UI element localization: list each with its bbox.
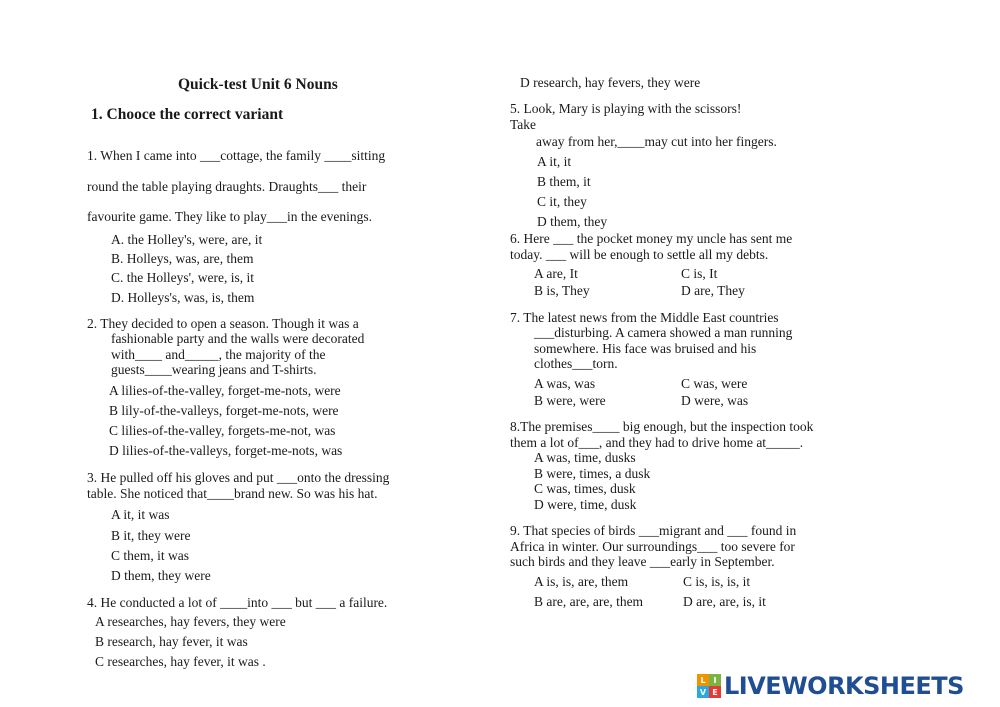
q6-text-line-2: today. ___ will be enough to settle all my debts.	[510, 247, 769, 262]
q2-option-b[interactable]: B lily-of-the-valleys, forget-me-nots, were	[109, 403, 339, 418]
q9-text-line-3: such birds and they leave ___early in September.	[510, 554, 775, 569]
q1-text-line-3: favourite game. They like to play___in the evenings.	[87, 209, 373, 224]
q4-option-c[interactable]: C researches, hay fever, it was .	[95, 654, 266, 669]
q5-option-c[interactable]: C it, they	[537, 194, 587, 209]
q7-option-b[interactable]: B were, were	[534, 393, 606, 408]
q6-option-b[interactable]: B is, They	[534, 283, 590, 298]
q9-text-line-1: 9. That species of birds ___migrant and ___ found in	[510, 523, 797, 538]
q4-option-a[interactable]: A researches, hay fevers, they were	[95, 614, 286, 629]
logo-block-l: L	[697, 674, 709, 686]
q3-text-line-2: table. She noticed that____brand new. So was his hat.	[87, 486, 378, 501]
q7-text-line-1: 7. The latest news from the Middle East countries	[510, 310, 779, 325]
q3-option-d[interactable]: D them, they were	[111, 568, 211, 583]
q9-option-b[interactable]: B are, are, are, them	[534, 594, 644, 609]
q1-text-line-2: round the table playing draughts. Draughts___ their	[87, 179, 367, 194]
q1-option-b[interactable]: B. Holleys, was, are, them	[111, 251, 254, 266]
q7-option-d[interactable]: D were, was	[681, 393, 749, 408]
q2-option-d[interactable]: D lilies-of-the-valleys, forget-me-nots, was	[109, 443, 343, 458]
q8-text-line-2: them a lot of___, and they had to drive home at_____.	[510, 435, 804, 450]
q1-option-a[interactable]: A. the Holley's, were, are, it	[111, 232, 263, 247]
logo-text: LIVEWORKSHEETS	[724, 672, 964, 700]
q6-text-line-1: 6. Here ___ the pocket money my uncle has sent me	[510, 231, 793, 246]
logo-block-i: I	[709, 674, 721, 686]
page-title: Quick-test Unit 6 Nouns	[178, 76, 338, 93]
q5-text-line-3: away from her,____may cut into her fingers.	[536, 134, 777, 149]
q5-option-d[interactable]: D them, they	[537, 214, 608, 229]
q7-text-line-4: clothes___torn.	[534, 356, 618, 371]
q5-text-line-2: Take	[510, 117, 537, 132]
q2-text-line-1: 2. They decided to open a season. Though it was a	[87, 316, 359, 331]
q3-option-a[interactable]: A it, it was	[111, 507, 170, 522]
q9-option-d[interactable]: D are, are, is, it	[683, 594, 766, 609]
q5-text-line-1: 5. Look, Mary is playing with the scissors!	[510, 101, 742, 116]
q3-option-b[interactable]: B it, they were	[111, 528, 191, 543]
q6-option-d[interactable]: D are, They	[681, 283, 745, 298]
q6-option-a[interactable]: A are, It	[534, 266, 578, 281]
q7-text-line-3: somewhere. His face was bruised and his	[534, 341, 757, 356]
q2-text-line-2: fashionable party and the walls were decorated	[111, 331, 365, 346]
q8-option-c[interactable]: C was, times, dusk	[534, 481, 636, 496]
q8-option-a[interactable]: A was, time, dusks	[534, 450, 636, 465]
logo-block-e: E	[709, 686, 721, 698]
logo-block-v: V	[697, 686, 709, 698]
q9-option-c[interactable]: C is, is, is, it	[683, 574, 751, 589]
q1-text-line-1: 1. When I came into ___cottage, the family ____sitting	[87, 148, 386, 163]
q9-option-a[interactable]: A is, is, are, them	[534, 574, 629, 589]
q7-option-a[interactable]: A was, was	[534, 376, 596, 391]
q5-option-a[interactable]: A it, it	[537, 154, 572, 169]
q8-option-b[interactable]: B were, times, a dusk	[534, 466, 651, 481]
q6-option-c[interactable]: C is, It	[681, 266, 718, 281]
q4-option-d[interactable]: D research, hay fevers, they were	[520, 75, 701, 90]
q3-option-c[interactable]: C them, it was	[111, 548, 189, 563]
q2-option-a[interactable]: A lilies-of-the-valley, forget-me-nots, were	[109, 383, 341, 398]
q3-text-line-1: 3. He pulled off his gloves and put ___onto the dressing	[87, 470, 390, 485]
q4-option-b[interactable]: B research, hay fever, it was	[95, 634, 248, 649]
q2-text-line-4: guests____wearing jeans and T-shirts.	[111, 362, 317, 377]
q7-option-c[interactable]: C was, were	[681, 376, 748, 391]
q9-text-line-2: Africa in winter. Our surroundings___ too severe for	[510, 539, 795, 554]
q8-option-d[interactable]: D were, time, dusk	[534, 497, 637, 512]
section-heading: 1. Chooce the correct variant	[91, 106, 284, 123]
q2-text-line-3: with____ and_____, the majority of the	[111, 347, 326, 362]
liveworksheets-logo[interactable]	[697, 671, 964, 701]
q5-option-b[interactable]: B them, it	[537, 174, 591, 189]
q7-text-line-2: ___disturbing. A camera showed a man running	[534, 325, 793, 340]
q1-option-d[interactable]: D. Holleys's, was, is, them	[111, 290, 255, 305]
q8-text-line-1: 8.The premises____ big enough, but the inspection took	[510, 419, 814, 434]
q4-text-line-1: 4. He conducted a lot of ____into ___ but ___ a failure.	[87, 595, 388, 610]
q2-option-c[interactable]: C lilies-of-the-valley, forgets-me-not, was	[109, 423, 336, 438]
logo-blocks-icon	[697, 674, 721, 698]
q1-option-c[interactable]: C. the Holleys', were, is, it	[111, 270, 255, 285]
